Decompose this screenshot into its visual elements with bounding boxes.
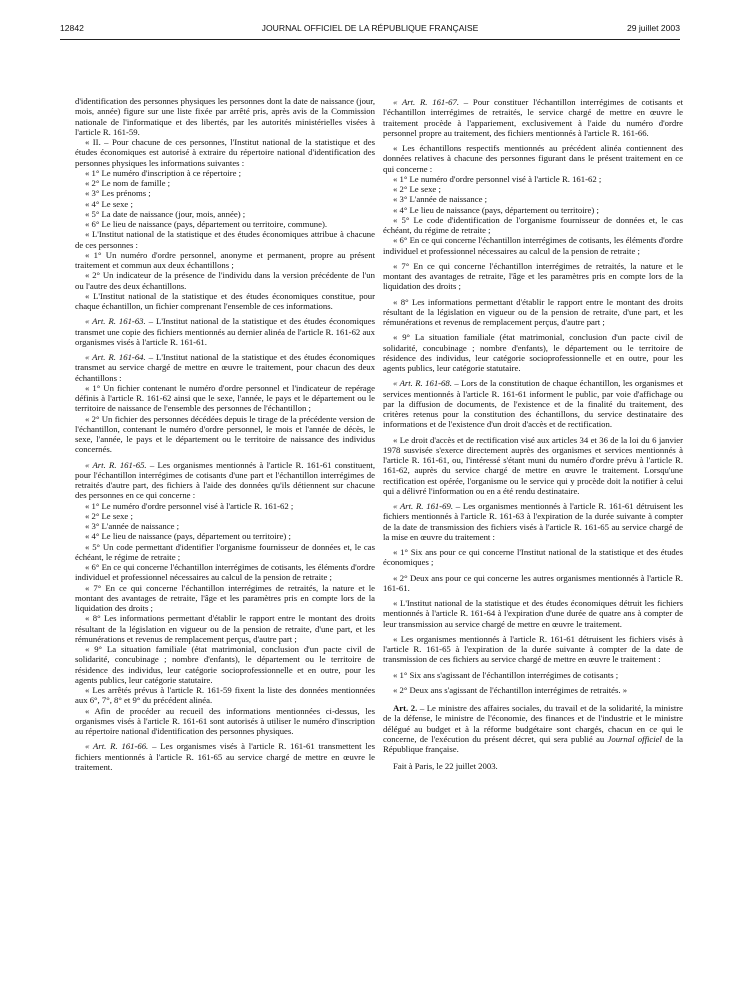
list-item: « 8° Les informations permettant d'établir le rapport entre le montant des droits résultant de la législation en vigueur ou de la pension de retraite, d'une part, et les rémunérations et revenus de remplacement perçus, d'autre part ;: [75, 613, 375, 644]
list-item: « 5° Le code d'identification de l'organisme fournisseur de données et, le cas échéant, du régime de retraite ;: [383, 214, 683, 235]
paragraph: « Le droit d'accès et de rectification visé aux articles 34 et 36 de la loi du 6 janvier 1978 susvisée s'exerce directement auprès des organismes et services mentionnés à l'article R. 161-61, ou, l'intéressé s'étant muni du numéro d'ordre prévu à l'article R. 161-62, auprès du service chargé de mettre en œuvre le traitement. Lorsqu'une rectification est opérée, l'organisme ou le service qui y procède doit la notifier à celui qui a délivré l'information ou en a été rendu destinataire.: [383, 434, 683, 496]
paragraph: « II. – Pour chacune de ces personnes, l'Institut national de la statistique et des études économiques est autorisé à extraire du répertoire national d'identification des personnes physiques les informations suivantes :: [75, 137, 375, 168]
list-item: « 2° Le sexe ;: [393, 184, 441, 194]
paragraph: « Les échantillons respectifs mentionnés au précédent alinéa contiennent des données relatives à chacune des personnes figurant dans le présent traitement en ce qui concerne :: [383, 143, 683, 174]
list-item: « 2° Deux ans pour ce qui concerne les autres organismes mentionnés à l'article R. 161-61.: [383, 572, 683, 593]
list-item: « 2° Un fichier des personnes décédées depuis le tirage de la précédente version de l'échantillon, contenant le numéro d'ordre personnel, le mois et l'année de décès, le sexe, l'année, le pays et le département ou le territoire de naissance des individus concernés.: [75, 413, 375, 455]
paragraph: « L'Institut national de la statistique et des études économiques détruit les fichiers mentionnés à l'article R. 161-64 à l'expiration d'une durée de quatre ans à compter de leur transmission au service chargé de mettre en œuvre le traitement.: [383, 598, 683, 629]
list-item: « 2° Un indicateur de la présence de l'individu dans la version précédente de l'un ou l'autre des deux échantillons.: [75, 270, 375, 291]
list-item: « 4° Le sexe ;: [85, 198, 133, 209]
publication-date: 29 juillet 2003: [626, 23, 680, 33]
list-item: « 4° Le lieu de naissance (pays, département ou territoire) ;: [85, 531, 291, 542]
article-r161-67: [383, 97, 683, 138]
list-item: « 6° En ce qui concerne l'échantillon interrégimes de cotisants, les éléments d'ordre individuel et professionnel nécessaires au calcul de la pension de retraite ;: [75, 562, 375, 583]
article-ref: Art. 2.: [393, 703, 418, 713]
list-item: « 7° En ce qui concerne l'échantillon interrégimes de retraités, la nature et le montant des avantages de retraite, l'âge et les paramètres pris en compte lors de la liquidation des droits ;: [383, 260, 683, 292]
list-item: « 6° Le lieu de naissance (pays, département ou territoire, commune).: [85, 219, 328, 229]
list-item: « 1° Le numéro d'inscription à ce répertoire ;: [85, 167, 242, 178]
article-r161-69: [383, 501, 683, 542]
list-item: « 1° Six ans s'agissant de l'échantillon interrégimes de cotisants ;: [393, 669, 619, 680]
article-ref: « Art. R. 161-66.: [85, 741, 149, 752]
article-text: – Pour constituer l'échantillon interrégimes de cotisants et l'échantillon interrégimes de retraités, le service chargé de mettre en œuvre le traitement procède à l'appariement, exclusivement à l'aide du numéro d'ordre personnel propre au traitement, des fichiers mentionnés à l'article R. 161-66.: [383, 97, 683, 138]
page-number: 12842: [60, 23, 84, 33]
right-column: [383, 97, 683, 772]
list-item: « 1° Le numéro d'ordre personnel visé à l'article R. 161-62 ;: [85, 500, 294, 511]
article-r161-64: [75, 352, 375, 383]
article-text: – Les organismes mentionnés à l'article R. 161-61 détruisent les fichiers mentionnés à l'article R. 161-63 à l'expiration de la durée suivante à compter de la date de transmission des fichiers visés à l'article R. 161-65 au service chargé de la mise en œuvre du traitement :: [383, 501, 683, 542]
article-ref: « Art. R. 161-67.: [393, 97, 460, 107]
paragraph: « Les organismes mentionnés à l'article R. 161-61 détruisent les fichiers visés à l'article R. 161-65 à l'expiration de la durée suivante à compter de la date de transmission de ces fichiers au service chargé de mettre en œuvre le traitement :: [383, 633, 683, 665]
header-rule: [60, 39, 680, 40]
signature-date: Fait à Paris, le 22 juillet 2003.: [393, 761, 498, 772]
list-item: « 6° En ce qui concerne l'échantillon interrégimes de cotisants, les éléments d'ordre individuel et professionnel nécessaires au calcul de la pension de retraite ;: [383, 235, 683, 256]
article-text: – Les organismes visés à l'article R. 161-61 transmettent les fichiers mentionnés à l'article R. 161-65 au service chargé de mettre en œuvre le traitement.: [75, 741, 375, 772]
list-item: « 2° Le sexe ;: [85, 510, 133, 521]
article-ref: « Art. R. 161-65.: [85, 459, 147, 470]
article-ref: « Art. R. 161-63.: [85, 316, 146, 327]
article-2: [383, 703, 683, 754]
article-ref: « Art. R. 161-69.: [393, 501, 454, 511]
list-item: « 3° Les prénoms ;: [85, 188, 151, 199]
list-item: « 9° La situation familiale (état matrimonial, conclusion d'un pacte civil de solidarité, concubinage ; nombre d'enfants), le département ou le territoire de résidence des individus, leur catégorie socioprofessionnelle et en outre, pour les agents publics, leur catégorie statutaire.: [75, 644, 375, 685]
paragraph: d'identification des personnes physiques les personnes dont la date de naissance (jour, mois, année) figure sur une liste fixée par arrêté pris, après avis de la Commission nationale de l'informatique et des libertés, par les autorités ministérielles visées à l'article R. 161-59.: [75, 96, 375, 137]
paragraph: « Les arrêtés prévus à l'article R. 161-59 fixent la liste des données mentionnées aux 6°, 7°, 8° et 9° du précédent alinéa.: [75, 685, 375, 706]
list-item: « 9° La situation familiale (état matrimonial, conclusion d'un pacte civil de solidarité, concubinage ; nombre d'enfants), le département ou le territoire de résidence des individus, leur catégorie socioprofessionnelle et en outre, pour les agents publics, leur catégorie statutaire.: [383, 332, 683, 373]
list-item: « 2° Le nom de famille ;: [85, 178, 171, 188]
paragraph: « L'Institut national de la statistique et des études économiques attribue à chacune de ces personnes :: [75, 229, 375, 250]
list-item: « 3° L'année de naissance ;: [393, 194, 488, 205]
article-text: – L'Institut national de la statistique et des études économiques transmet une copie des fichiers mentionnés au dernier alinéa de l'article R. 161-62 aux organismes visés à l'article R. 161-61.: [75, 316, 375, 347]
list-item: « 3° L'année de naissance ;: [85, 521, 180, 531]
paragraph: « L'Institut national de la statistique et des études économiques constitue, pour chaque échantillon, un fichier comprenant l'ensemble de ces informations.: [75, 290, 375, 311]
list-item: « 4° Le lieu de naissance (pays, département ou territoire) ;: [393, 204, 599, 215]
left-column: [75, 96, 375, 772]
article-text: – Le ministre des affaires sociales, du travail et de la solidarité, la ministre de la défense, le ministre de l'économie, des finances et de l'industrie et le ministre délégué au budget et à la réforme budgétaire sont chargés, chacun en ce qui le concerne, de l'exécution du présent décret, qui sera publié au: [383, 703, 683, 744]
article-r161-66: [75, 741, 375, 772]
list-item: « 2° Deux ans s'agissant de l'échantillon interrégimes de retraités. »: [393, 684, 628, 695]
list-item: « 5° Un code permettant d'identifier l'organisme fournisseur de données et, le cas échéant, le régime de retraite ;: [75, 541, 375, 562]
paragraph: « Afin de procéder au recueil des informations mentionnées ci-dessus, les organismes visés à l'article R. 161-61 sont autorisés à utiliser le numéro d'inscription au répertoire national d'identification des personnes physiques.: [75, 705, 375, 736]
list-item: « 1° Le numéro d'ordre personnel visé à l'article R. 161-62 ;: [393, 173, 602, 184]
list-item: « 8° Les informations permettant d'établir le rapport entre le montant des droits résultant de la législation en vigueur ou de la pension de retraite, d'une part, et les rémunérations et revenus de remplacement perçus, d'autre part ;: [383, 296, 683, 327]
article-text: de la République française.: [383, 733, 683, 754]
article-r161-65: [75, 460, 375, 501]
article-ref: « Art. R. 161-68.: [393, 378, 452, 389]
list-item: « 5° La date de naissance (jour, mois, année) ;: [85, 208, 246, 219]
article-r161-63: [75, 316, 375, 347]
list-item: « 1° Un numéro d'ordre personnel, anonyme et permanent, propre au présent traitement et commun aux deux échantillons ;: [75, 249, 375, 270]
list-item: « 1° Un fichier contenant le numéro d'ordre personnel et l'indicateur de repérage définis à l'article R. 161-62 ainsi que le sexe, l'année, le pays et le département ou le territoire de naissance de l'ensemble des personnes de l'échantillon ;: [75, 382, 375, 414]
article-r161-68: [383, 378, 683, 429]
list-item: « 7° En ce qui concerne l'échantillon interrégimes de retraités, la nature et le montant des avantages de retraite, l'âge et les paramètres pris en compte lors de la liquidation des droits ;: [75, 582, 375, 613]
list-item: « 1° Six ans pour ce qui concerne l'Institut national de la statistique et des études économiques ;: [383, 547, 683, 568]
article-text: – L'Institut national de la statistique et des études économiques transmet au service chargé de mettre en œuvre le traitement, pour chacun des deux échantillons :: [75, 352, 375, 383]
article-text: – Les organismes mentionnés à l'article R. 161-61 constituent, pour l'échantillon interrégimes de cotisants d'une part et l'échantillon interrégimes de retraités d'autre part, des fichiers à l'aide des données qu'ils détiennent sur chacune des personnes en ce qui concerne :: [75, 459, 375, 501]
article-ref: « Art. R. 161-64.: [85, 352, 146, 362]
article-text: – Lors de la constitution de chaque échantillon, les organismes et services mentionnés à l'article R. 161-61 informent le public, par voie d'affichage ou par la diffusion de documents, de l'existence et de la finalité du traitement, des critères retenus pour la constitution des échantillons, du service destinataire des informations et de l'existence d'un droit d'accès et de rectification.: [383, 378, 683, 430]
page-header: [60, 23, 680, 37]
journal-title: JOURNAL OFFICIEL DE LA RÉPUBLIQUE FRANÇAISE: [261, 23, 479, 33]
journal-officiel-name: Journal officiel: [607, 733, 662, 744]
